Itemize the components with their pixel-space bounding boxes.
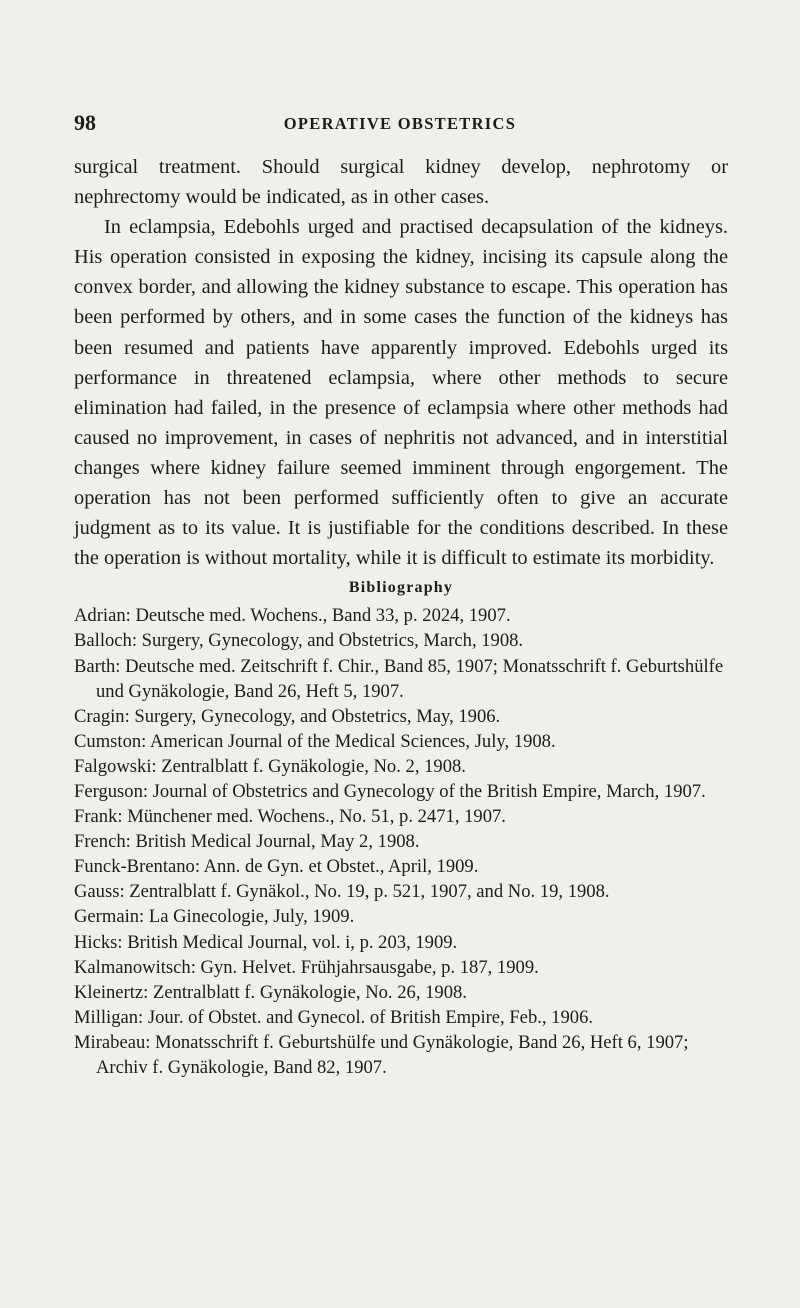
bibliography-list (74, 603, 728, 1080)
bibliography-entry: Kalmanowitsch: Gyn. Helvet. Frühjahrsausgabe, p. 187, 1909. (74, 956, 539, 978)
paragraph-eclampsia: In eclampsia, Edebohls urged and practised decapsulation of the kidneys. His operation consisted in exposing the kidney, incising its capsule along the convex border, and allowing the kidney substance to escape. This operation has been performed by others, and in some cases the function of the kidneys has been resumed and patients have apparently improved. Edebohls urged its performance in threatened eclampsia, where other methods to secure elimination had failed, in the presence of eclampsia where other methods had caused no improvement, in cases of nephritis not advanced, and in interstitial changes where kidney failure seemed imminent through engorgement. The operation has not been performed sufficiently often to give an accurate judgment as to its value. It is justifiable for the conditions described. In these the operation is without mortality, while it is difficult to estimate its morbidity. (74, 216, 728, 570)
bibliography-entry: Hicks: British Medical Journal, vol. i, p. 203, 1909. (74, 931, 458, 953)
bibliography-entry: Milligan: Jour. of Obstet. and Gynecol. of British Empire, Feb., 1906. (74, 1006, 594, 1028)
bibliography-entry: Cumston: American Journal of the Medical Sciences, July, 1908. (74, 730, 556, 752)
bibliography-entry: Gauss: Zentralblatt f. Gynäkol., No. 19, p. 521, 1907, and No. 19, 1908. (74, 881, 610, 903)
bibliography-entry: Cragin: Surgery, Gynecology, and Obstetrics, May, 1906. (74, 705, 501, 727)
bibliography-entry: Barth: Deutsche med. Zeitschrift f. Chir., Band 85, 1907; Monatsschrift f. Geburtshülfe und Gynäkologie, Band 26, Heft 5, 1907. (74, 655, 724, 702)
bibliography-entry: Frank: Münchener med. Wochens., No. 51, p. 2471, 1907. (74, 806, 506, 828)
running-head: OPERATIVE OBSTETRICS (283, 114, 517, 133)
page-header (74, 110, 726, 140)
bibliography-entry: Kleinertz: Zentralblatt f. Gynäkologie, No. 26, 1908. (74, 981, 467, 1003)
bibliography-entry: Balloch: Surgery, Gynecology, and Obstetrics, March, 1908. (74, 630, 524, 652)
bibliography-entry: Adrian: Deutsche med. Wochens., Band 33, p. 2024, 1907. (74, 605, 511, 627)
bibliography-entry: Ferguson: Journal of Obstetrics and Gynecology of the British Empire, March, 1907. (74, 780, 706, 802)
bibliography-entry: Falgowski: Zentralblatt f. Gynäkologie, No. 2, 1908. (74, 755, 466, 777)
page-number: 98 (74, 110, 96, 135)
bibliography-heading: Bibliography (348, 579, 454, 597)
bibliography-entry: Funck-Brentano: Ann. de Gyn. et Obstet., April, 1909. (74, 856, 479, 878)
bibliography-entry: Mirabeau: Monatsschrift f. Geburtshülfe und Gynäkologie, Band 26, Heft 6, 1907; Archiv f. Gynäkologie, Band 82, 1907. (74, 1031, 689, 1078)
paragraph-continued: surgical treatment. Should surgical kidney develop, nephrotomy or nephrectomy would be indicated, as in other cases. (74, 156, 728, 209)
bibliography-entry: French: British Medical Journal, May 2, 1908. (74, 831, 420, 853)
bibliography-entry: Germain: La Ginecologie, July, 1909. (74, 906, 355, 928)
body-text (74, 152, 728, 1080)
